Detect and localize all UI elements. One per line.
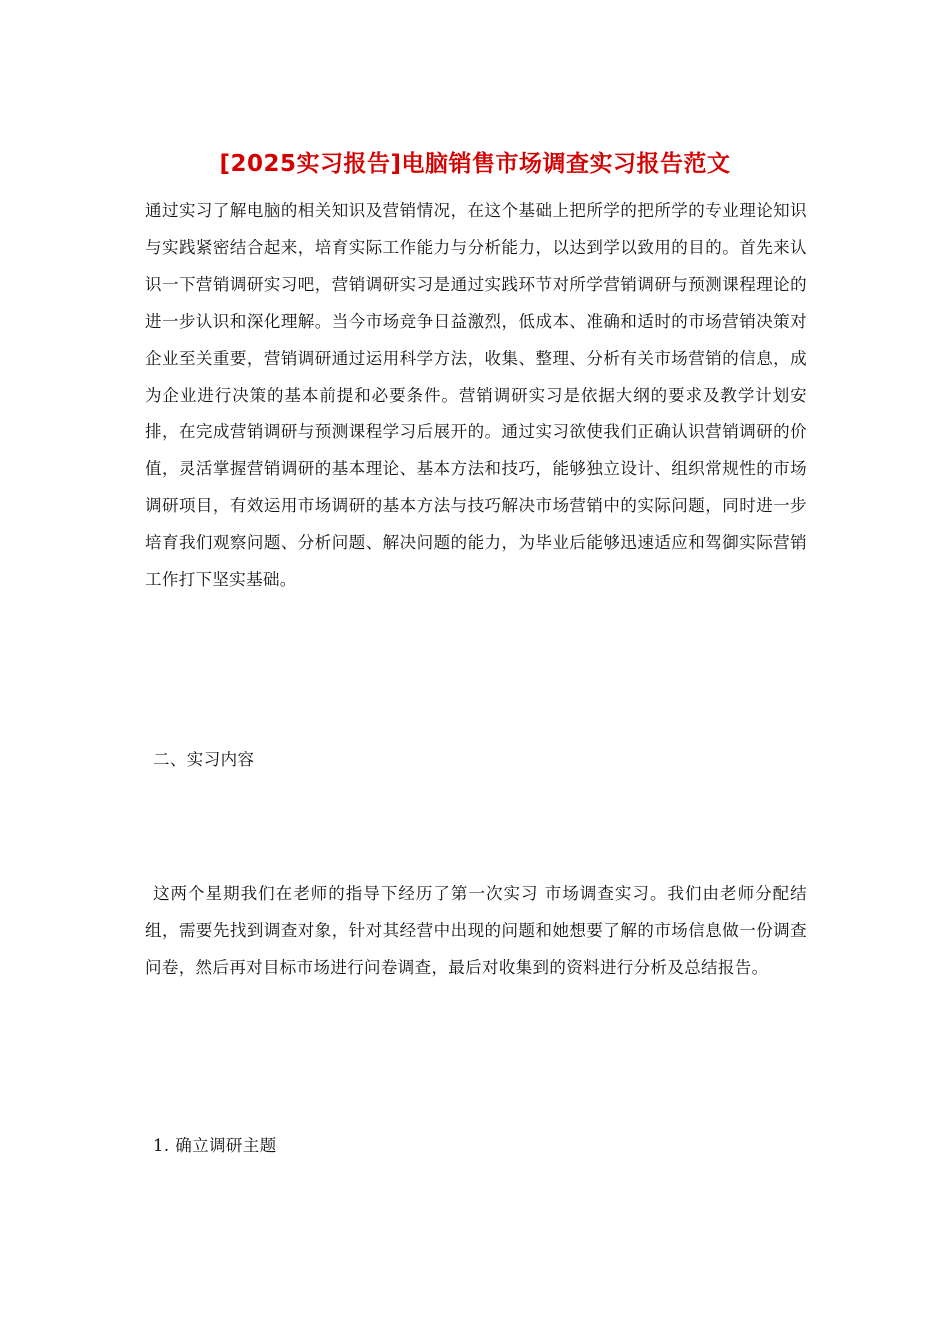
document-title: [2025实习报告]电脑销售市场调查实习报告范文 bbox=[219, 151, 731, 177]
section-heading-internship-content: 二、实习内容 bbox=[153, 750, 255, 769]
intro-paragraph: 通过实习了解电脑的相关知识及营销情况，在这个基础上把所学的把所学的专业理论知识与实践紧密结合起来，培育实际工作能力与分析能力，以达到学以致用的目的。首先来认识一下营销调研实习吧，营销调研实习是通过实践环节对所学营销调研与预测课程理论的进一步认识和深化理解。当今市场竞争日益激烈，低成本、准确和适时的市场营销决策对企业至关重要，营销调研通过运用科学方法，收集、整理、分析有关市场营销的信息，成为企业进行决策的基本前提和必要条件。营销调研实习是依据大纲的要求及教学计划安排，在完成营销调研与预测课程学习后展开的。通过实习欲使我们正确认识营销调研的价值，灵活掌握营销调研的基本理论、基本方法和技巧，能够独立设计、组织常规性的市场调研项目，有效运用市场调研的基本方法与技巧解决市场营销中的实际问题，同时进一步培育我们观察问题、分析问题、解决问题的能力，为毕业后能够迅速适应和驾御实际营销工作打下坚实基础。 bbox=[145, 201, 807, 590]
subsection-heading-research-topic: 1. 确立调研主题 bbox=[153, 1136, 277, 1155]
internship-content-paragraph: 这两个星期我们在老师的指导下经历了第一次实习 市场调查实习。我们由老师分配结组，需要先找到调查对象，针对其经营中出现的问题和她想要了解的市场信息做一份调查问卷，然后再对目标市场进行问卷调查，最后对收集到的资料进行分析及总结报告。 bbox=[145, 884, 807, 977]
